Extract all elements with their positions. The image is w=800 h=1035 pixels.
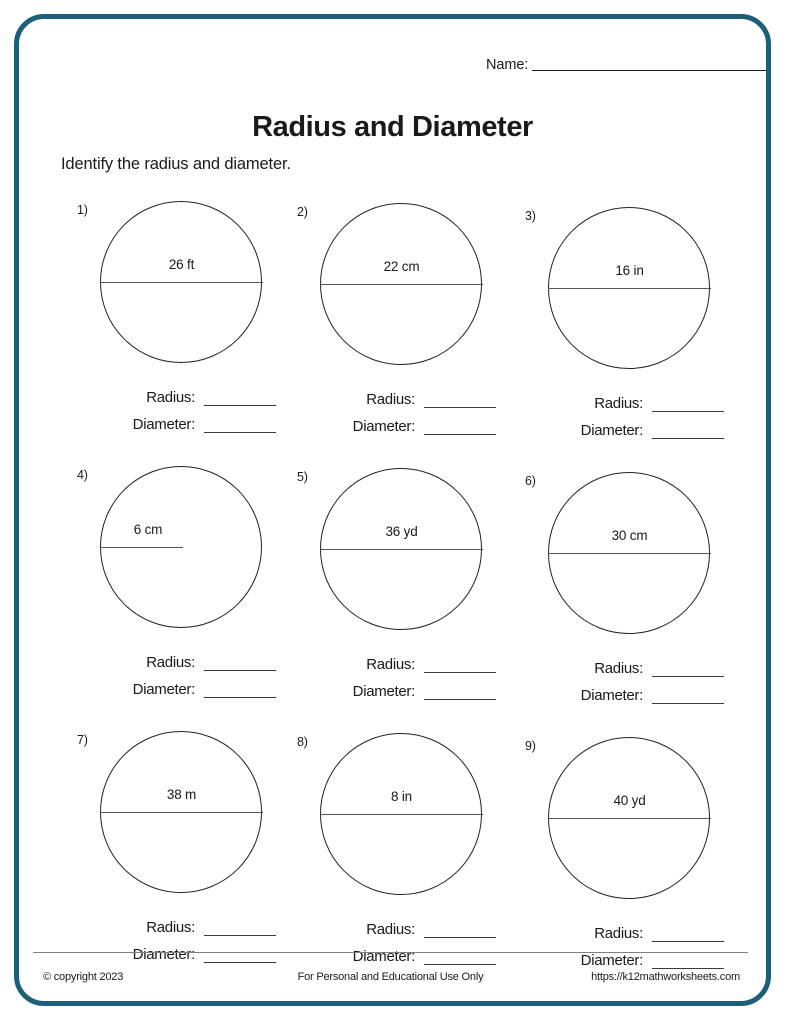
radius-answer-row <box>515 657 750 677</box>
problem-6 <box>515 472 765 727</box>
diameter-answer-row <box>287 680 522 700</box>
radius-answer-blank[interactable] <box>424 657 496 673</box>
circle-figure <box>548 737 712 901</box>
problem-number: 1) <box>77 203 88 217</box>
radius-answer-label: Radius: <box>366 391 415 408</box>
diameter-answer-label: Diameter: <box>352 683 415 700</box>
diameter-line <box>320 549 483 550</box>
problem-4 <box>67 466 317 721</box>
footer-copyright: © copyright 2023 <box>43 971 124 983</box>
answer-block <box>515 657 750 711</box>
problem-7 <box>67 731 317 986</box>
circle-figure <box>320 733 484 897</box>
radius-line <box>100 547 183 548</box>
circle-figure <box>548 472 712 636</box>
footer <box>33 971 748 983</box>
answer-block <box>287 388 522 442</box>
problem-9 <box>515 737 765 992</box>
radius-answer-row <box>287 918 522 938</box>
measurement-label: 38 m <box>166 787 197 802</box>
circle-figure <box>100 201 264 365</box>
diameter-answer-label: Diameter: <box>352 948 415 965</box>
footer-usage-notice: For Personal and Educational Use Only <box>297 971 484 983</box>
measurement-label: 36 yd <box>385 524 418 539</box>
page-title: Radius and Diameter <box>252 111 533 143</box>
answer-block <box>515 392 750 446</box>
measurement-label: 8 in <box>391 789 412 804</box>
footer-divider <box>33 952 748 953</box>
diameter-line <box>320 284 483 285</box>
answer-block <box>515 922 750 976</box>
problem-number: 7) <box>77 733 88 747</box>
measurement-label: 30 cm <box>611 528 648 543</box>
radius-answer-row <box>67 916 302 936</box>
diameter-answer-blank[interactable] <box>204 682 276 698</box>
diameter-answer-blank[interactable] <box>652 423 724 439</box>
radius-answer-blank[interactable] <box>204 390 276 406</box>
radius-answer-blank[interactable] <box>652 926 724 942</box>
problem-8 <box>287 733 537 988</box>
radius-answer-blank[interactable] <box>652 396 724 412</box>
diameter-answer-label: Diameter: <box>132 946 195 963</box>
circle-figure <box>100 731 264 895</box>
diameter-line <box>320 814 483 815</box>
diameter-answer-label: Diameter: <box>580 952 643 969</box>
diameter-answer-row <box>67 943 302 963</box>
diameter-answer-label: Diameter: <box>580 687 643 704</box>
diameter-answer-blank[interactable] <box>424 419 496 435</box>
problem-number: 5) <box>297 470 308 484</box>
diameter-answer-row <box>67 413 302 433</box>
problem-2 <box>287 203 537 458</box>
radius-answer-label: Radius: <box>594 660 643 677</box>
radius-answer-label: Radius: <box>146 919 195 936</box>
radius-answer-row <box>287 388 522 408</box>
diameter-answer-blank[interactable] <box>652 953 724 969</box>
radius-answer-blank[interactable] <box>204 920 276 936</box>
answer-block <box>67 916 302 970</box>
circle-figure <box>320 468 484 632</box>
circle-figure <box>100 466 264 630</box>
problem-number: 8) <box>297 735 308 749</box>
instruction-text: Identify the radius and diameter. <box>61 155 291 173</box>
diameter-answer-label: Diameter: <box>132 681 195 698</box>
diameter-line <box>548 288 711 289</box>
diameter-line <box>548 818 711 819</box>
problem-number: 6) <box>525 474 536 488</box>
measurement-label: 16 in <box>615 263 644 278</box>
radius-answer-label: Radius: <box>146 389 195 406</box>
footer-website-link[interactable]: https://k12mathworksheets.com <box>591 971 740 983</box>
worksheet-page <box>14 14 771 1006</box>
diameter-line <box>548 553 711 554</box>
radius-answer-blank[interactable] <box>424 392 496 408</box>
diameter-answer-row <box>287 945 522 965</box>
radius-answer-label: Radius: <box>366 656 415 673</box>
measurement-label: 22 cm <box>383 259 420 274</box>
radius-answer-label: Radius: <box>594 395 643 412</box>
diameter-answer-blank[interactable] <box>424 684 496 700</box>
measurement-label: 26 ft <box>168 257 195 272</box>
problem-grid <box>19 19 766 1001</box>
radius-answer-blank[interactable] <box>424 922 496 938</box>
problem-1 <box>67 201 317 456</box>
radius-answer-label: Radius: <box>594 925 643 942</box>
measurement-label: 6 cm <box>133 522 163 537</box>
radius-answer-row <box>67 386 302 406</box>
problem-number: 2) <box>297 205 308 219</box>
diameter-answer-label: Diameter: <box>580 422 643 439</box>
radius-answer-label: Radius: <box>146 654 195 671</box>
answer-block <box>287 653 522 707</box>
radius-answer-row <box>515 392 750 412</box>
problem-5 <box>287 468 537 723</box>
diameter-answer-blank[interactable] <box>204 947 276 963</box>
problem-3 <box>515 207 765 462</box>
diameter-answer-row <box>515 419 750 439</box>
circle-figure <box>320 203 484 367</box>
name-label: Name: <box>486 57 529 73</box>
radius-answer-label: Radius: <box>366 921 415 938</box>
answer-block <box>67 651 302 705</box>
diameter-answer-row <box>67 678 302 698</box>
radius-answer-row <box>287 653 522 673</box>
diameter-answer-label: Diameter: <box>132 416 195 433</box>
diameter-answer-blank[interactable] <box>652 688 724 704</box>
problem-number: 9) <box>525 739 536 753</box>
radius-answer-blank[interactable] <box>204 655 276 671</box>
radius-answer-blank[interactable] <box>652 661 724 677</box>
diameter-answer-row <box>287 415 522 435</box>
radius-answer-row <box>67 651 302 671</box>
radius-answer-row <box>515 922 750 942</box>
diameter-answer-blank[interactable] <box>204 417 276 433</box>
measurement-label: 40 yd <box>613 793 646 808</box>
diameter-line <box>100 812 263 813</box>
circle-figure <box>548 207 712 371</box>
problem-number: 4) <box>77 468 88 482</box>
diameter-line <box>100 282 263 283</box>
diameter-answer-row <box>515 684 750 704</box>
answer-block <box>287 918 522 972</box>
answer-block <box>67 386 302 440</box>
diameter-answer-label: Diameter: <box>352 418 415 435</box>
problem-number: 3) <box>525 209 536 223</box>
